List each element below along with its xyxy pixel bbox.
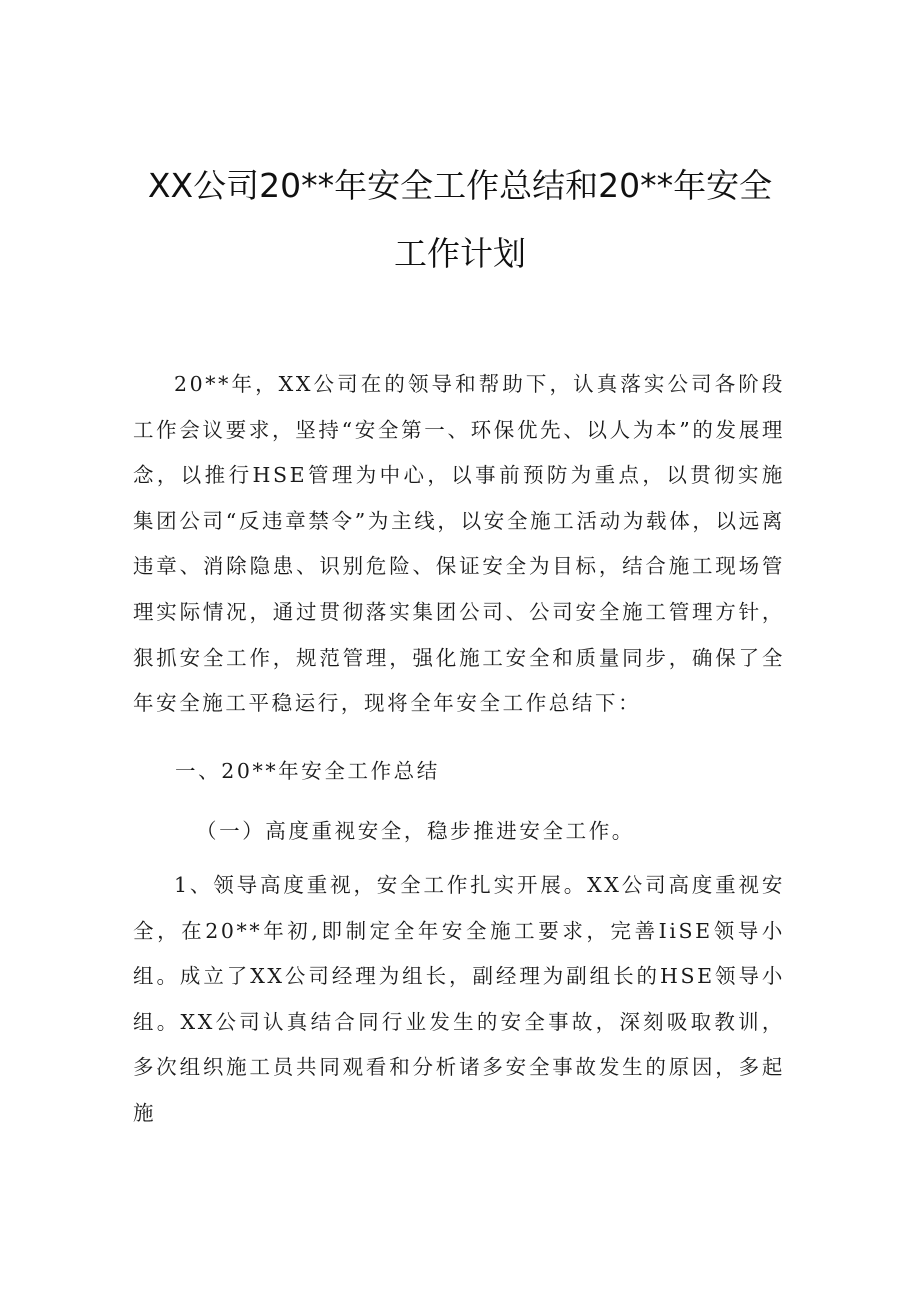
section-heading: 一、20**年安全工作总结: [175, 759, 440, 783]
item-1-paragraph: 1、领导高度重视，安全工作扎实开展。XX公司高度重视安全，在20**年初,即制定全年安全施工要求，完善IiSE领导小组。成立了XX公司经理为组长，副经理为副组长的HSE领导小组。XX公司认真结合同行业发生的安全事故，深刻吸取教训，多次组织施工员共同观看和分析诸多安全事故发生的原因，多起施: [133, 873, 785, 1125]
document-title-line-2: 工作计划: [394, 234, 526, 273]
intro-paragraph: 20**年，XX公司在的领导和帮助下，认真落实公司各阶段工作会议要求，坚持“安全第一、环保优先、以人为本”的发展理念，以推行HSE管理为中心，以事前预防为重点，以贯彻实施集团公司“反违章禁令”为主线，以安全施工活动为载体，以远离违章、消除隐患、识别危险、保证安全为目标，结合施工现场管理实际情况，通过贯彻落实集团公司、公司安全施工管理方针，狠抓安全工作，规范管理，强化施工安全和质量同步，确保了全年安全施工平稳运行，现将全年安全工作总结下：: [133, 372, 785, 716]
subsection-heading: （一）高度重视安全，稳步推进安全工作。: [196, 819, 635, 843]
document-title-line-1: XX公司20**年安全工作总结和20**年安全: [147, 166, 773, 205]
